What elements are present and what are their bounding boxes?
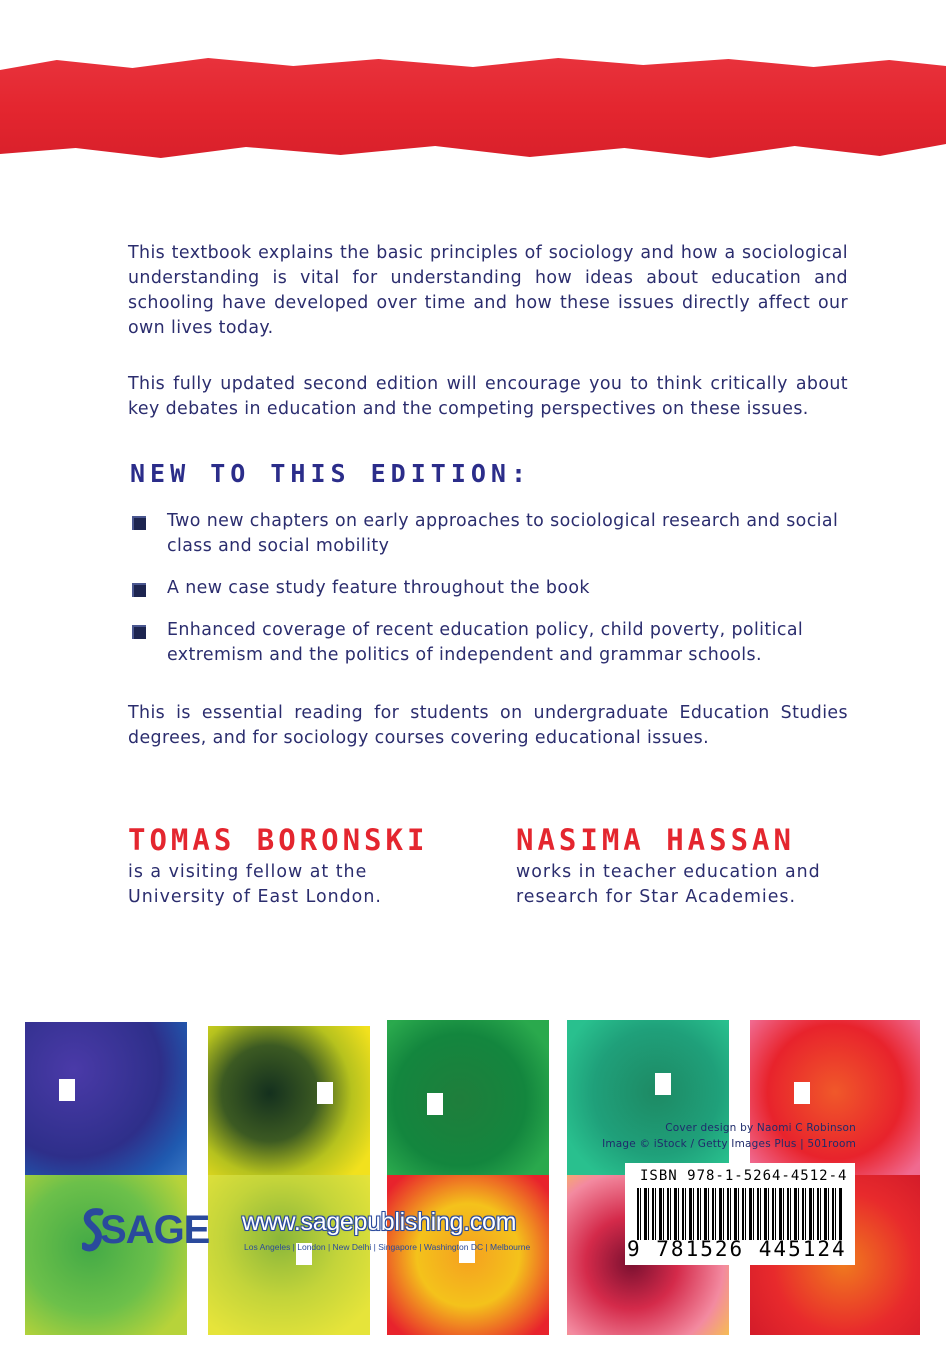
publisher-name: SAGE [100,1208,210,1252]
watercolor-tile-yellow-dark [208,1026,370,1186]
watercolor-tile-red-orange [750,1020,920,1180]
publisher-url[interactable]: www.sagepublishing.com [242,1208,517,1236]
list-item-text: Enhanced coverage of recent education policy, child poverty, political extremism and the politics of independent and grammar schools. [167,620,804,665]
watercolor-tile-lime [25,1175,187,1335]
bullet-square-icon [132,625,146,639]
list-item-text: A new case study feature throughout the book [167,578,590,598]
cover-design-credit: Cover design by Naomi C Robinson [665,1122,856,1134]
publisher-cities: Los Angeles | London | New Delhi | Singapore | Washington DC | Melbourne [244,1242,531,1252]
isbn-label: ISBN 978-1-5264-4512-4 [640,1168,848,1184]
barcode-icon [637,1188,843,1240]
new-edition-heading: NEW TO THIS EDITION: [130,459,532,488]
watercolor-tile-purple [25,1022,187,1182]
author-name: NASIMA HASSAN [516,823,795,857]
new-features-list [130,509,850,685]
author-bio: works in teacher education and research for Star Academies. [516,862,821,907]
list-item-text: Two new chapters on early approaches to sociological research and social class and social mobility [167,511,839,556]
list-item [130,509,850,559]
list-item [130,618,850,668]
bullet-square-icon [132,516,146,530]
barcode-panel [625,1163,855,1265]
watercolor-tile-yellow-green [208,1175,370,1335]
watercolor-tile-green [387,1020,549,1180]
red-watercolor-band [0,58,946,158]
intro-paragraph: This textbook explains the basic principles of sociology and how a sociological understanding is vital for understanding how ideas about education and schooling have developed over time and how these issues directly affect our own lives today. [128,243,848,338]
author-name: TOMAS BORONSKI [128,823,429,857]
closing-paragraph: This is essential reading for students on undergraduate Education Studies degrees, and for sociology courses covering educational issues. [128,703,848,748]
edition-paragraph: This fully updated second edition will encourage you to think critically about key debates in education and the competing perspectives on these issues. [128,374,848,419]
list-item [130,576,850,601]
image-credit: Image © iStock / Getty Images Plus | 501room [602,1138,856,1150]
watercolor-tile-orange [387,1175,549,1335]
barcode-digits: 9 781526 445124 [627,1237,847,1261]
bullet-square-icon [132,583,146,597]
watercolor-tile-teal [567,1020,729,1180]
author-bio: is a visiting fellow at the University of East London. [128,862,382,907]
